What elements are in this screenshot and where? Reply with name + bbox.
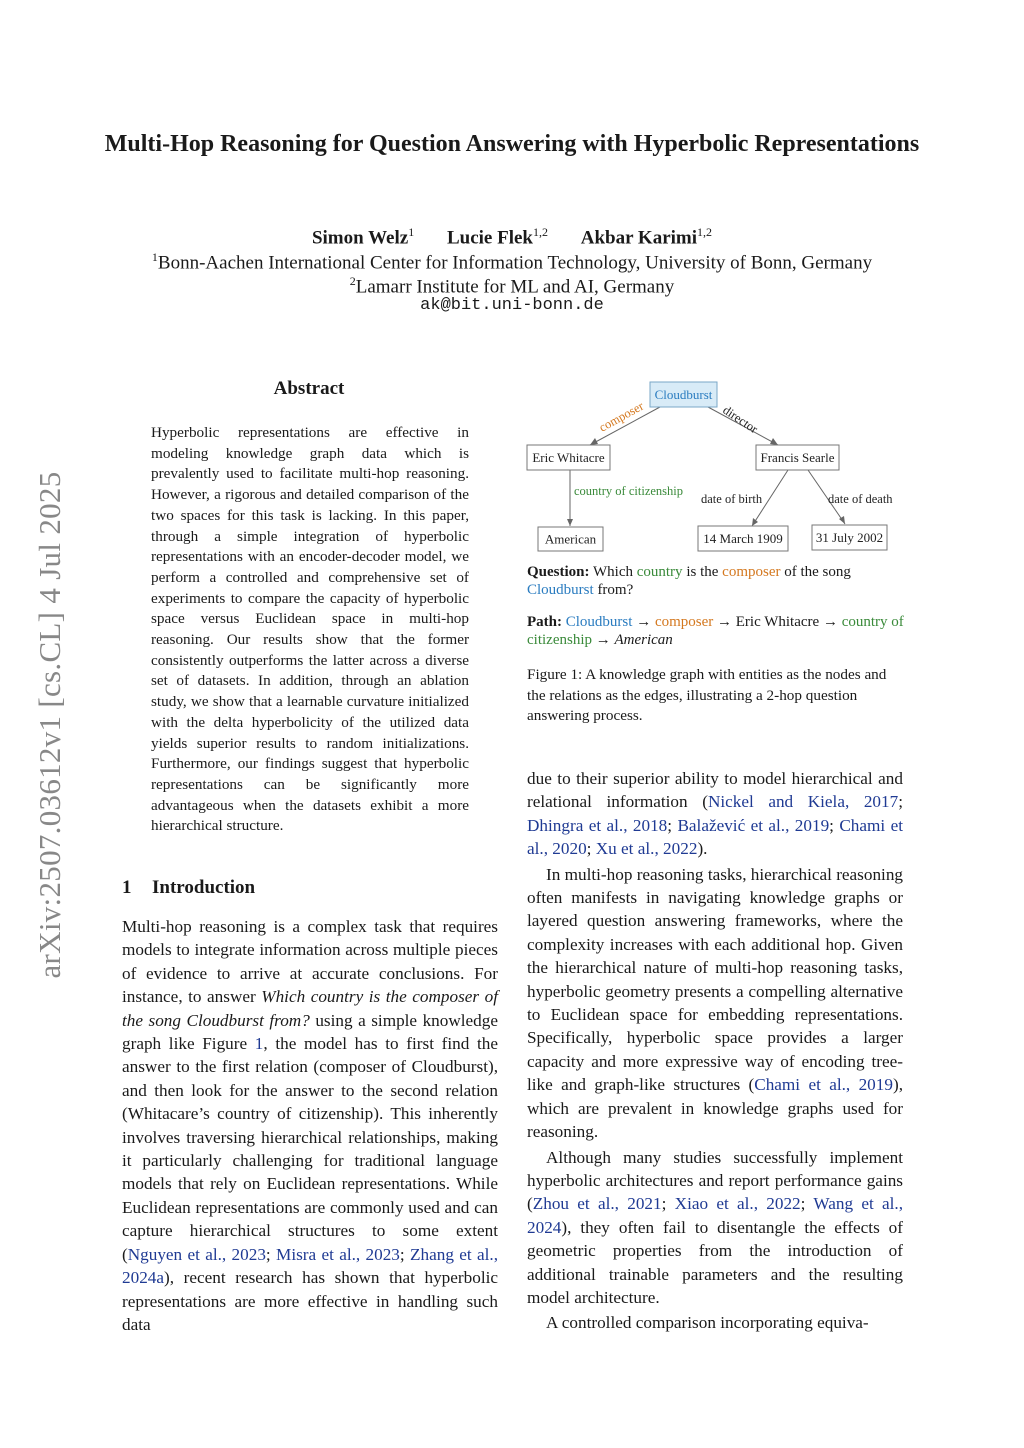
figure-path	[527, 614, 905, 649]
citation-link[interactable]: Balažević et al., 2019	[677, 815, 830, 835]
paragraph	[527, 767, 903, 861]
body-text: due to their superior ability to model hierarchical and relational information (	[527, 769, 903, 812]
citation-link[interactable]: Zhou et al., 2021	[532, 1194, 662, 1214]
edge-label-date-of-death: date of death	[828, 492, 893, 506]
separator: ;	[898, 792, 903, 812]
node-31-july-2002: 31 July 2002	[815, 530, 884, 545]
section-heading	[122, 877, 255, 899]
author-affiliation-mark: 1	[408, 225, 415, 239]
relation-composer: composer	[654, 614, 714, 630]
edge-label-composer: composer	[596, 398, 646, 435]
arrowhead	[752, 518, 758, 526]
edge-label-country-of-citizenship: country of citizenship	[574, 484, 683, 498]
relation-country-of-citizenship: country of citizenship	[527, 614, 904, 648]
knowledge-graph-figure	[520, 372, 910, 562]
body-text: using a simple knowledge graph like Figure	[122, 1010, 498, 1054]
question-label: Question:	[527, 564, 590, 580]
body-text: Multi-hop reasoning is a complex task that requires models to integrate information across multiple pieces of evidence to arrive at accurate conclusions. For instance, to answer	[122, 917, 498, 1007]
citation-link[interactable]: Xu et al., 2022	[595, 839, 698, 859]
author-name: Simon Welz	[311, 227, 409, 249]
affiliation-text: Lamarr Institute for ML and AI, Germany	[355, 276, 675, 298]
node-14-march-1909: 14 March 1909	[703, 531, 783, 546]
arxiv-identifier[interactable]	[30, 440, 70, 1010]
section-number: 1	[122, 877, 132, 898]
abstract-text: Hyperbolic representations are effective in modeling knowledge graph data which is prevalently used to facilitate multi-hop reasoning. However, a rigorous and detailed comparison of the two spaces for this task is lacking. In this paper, through a simple integration of hyperbolic representations with an encoder-decoder model, we perform a controlled and comprehensive set of experiments to compare the capacity of hyperbolic space versus Euclidean space in multi-hop reasoning. Our results show that the former consistently outperforms the latter across a diverse set of datasets. In addition, through an ablation study, we show that a learnable curvature initialized with the delta hyperbolicity of the utilized data yields superior results to random initializations. Furthermore, our findings suggest that hyperbolic representations can be significantly more advantageous when the datasets exhibit a more hierarchical structure.	[151, 424, 469, 835]
citation-link[interactable]: Zhang et al., 2024a	[122, 1244, 498, 1288]
body-text: ).	[697, 839, 708, 859]
relation-country: country	[636, 564, 683, 580]
separator: ;	[667, 815, 678, 835]
separator: ;	[265, 1244, 277, 1264]
text: from?	[593, 581, 634, 598]
answer-entity: American	[614, 631, 673, 648]
citation-link[interactable]: Nickel and Kiela, 2017	[707, 792, 899, 812]
entity-cloudburst: Cloudburst	[527, 581, 594, 598]
body-text: In multi-hop reasoning tasks, hierarchical reasoning often manifests in navigating knowledge graphs or layered question answering frameworks, where the complexity increases with each additional hop. Given the hierarchical nature of multi-hop reasoning tasks, hyperbolic geometry presents a compelling alternative to Euclidean space for embedding representations. Specifically, hyperbolic space provides a larger capacity and more expressive way of encoding tree-like and graph-like structures (	[527, 864, 904, 1095]
figure-caption: Figure 1: A knowledge graph with entities as the nodes and the relations as the edges, illustrating a 2-hop question answering process.	[527, 666, 887, 724]
arrow-text: →	[591, 631, 615, 648]
author-affiliation-mark: 1,2	[532, 225, 548, 239]
figure-question	[527, 564, 905, 599]
separator: ;	[800, 1194, 814, 1214]
path-label: Path:	[527, 614, 562, 630]
paragraph	[527, 863, 903, 1144]
citation-link[interactable]: Xiao et al., 2022	[674, 1194, 801, 1214]
node-francis-searle: Francis Searle	[760, 450, 835, 465]
body-text: ), they often fail to disentangle the effects of geometric properties from the introduction of additional trainable parameters and the resulting model architecture.	[527, 1217, 903, 1307]
body-text: A controlled comparison incorporating equiva-	[546, 1313, 869, 1333]
citation-link[interactable]: Wang et al., 2024	[527, 1194, 903, 1237]
affiliation-text: Bonn-Aachen International Center for Information Technology, University of Bonn, Germany	[157, 252, 873, 274]
separator: ;	[829, 815, 840, 835]
separator: ;	[661, 1194, 675, 1214]
edge-label-date-of-birth: date of birth	[701, 492, 763, 506]
text: Which	[589, 564, 637, 580]
affiliation-mark: 1	[151, 250, 158, 264]
citation-link[interactable]: Chami et al., 2019	[754, 1075, 893, 1095]
body-text: ), which are prevalent in knowledge graphs used for reasoning.	[527, 1075, 903, 1142]
abstract-heading: Abstract	[273, 378, 345, 399]
body-text: , the model has to first find the answer to the first relation (composer of Cloudburst), and then look for the answer to the second relation (Whitacare’s country of citizenship). This inherently involves traversing hierarchical relationships, making it particularly challenging for traditional language models that rely on Euclidean representations. While Euclidean representations are commonly used and can capture hierarchical structures to some extent (	[122, 1034, 498, 1264]
body-text: ), recent research has shown that hyperbolic representations are more effective in handling such data	[122, 1268, 498, 1334]
separator: ;	[586, 839, 596, 859]
text: → Eric Whitacre →	[713, 614, 842, 630]
citation-link[interactable]: Chami et al., 2020	[527, 815, 903, 859]
section-title: Introduction	[152, 877, 256, 898]
citation-link[interactable]: Misra et al., 2023	[276, 1244, 400, 1264]
edge-label-director: director	[720, 402, 761, 437]
arrow-text: →	[632, 614, 655, 630]
text: is the	[682, 564, 723, 580]
contact-email[interactable]: ak@bit.uni-bonn.de	[420, 296, 604, 315]
body-text: Although many studies successfully implement hyperbolic architectures and report performance gains (	[527, 1147, 903, 1214]
paper-title: Multi-Hop Reasoning for Question Answering with Hyperbolic Representations	[104, 131, 920, 157]
paragraph	[527, 1146, 903, 1310]
example-question: Which country is the composer of the song Cloudburst from?	[122, 987, 499, 1030]
intro-right-column	[527, 767, 903, 1335]
separator: ;	[399, 1244, 411, 1264]
arrowhead	[567, 519, 573, 526]
author-name: Lucie Flek	[446, 227, 533, 249]
author-name: Akbar Karimi	[580, 227, 698, 249]
author-affiliation-mark: 1,2	[697, 225, 713, 239]
relation-composer: composer	[722, 564, 781, 580]
node-american: American	[544, 531, 597, 547]
intro-left-column	[122, 915, 498, 1336]
arxiv-identifier-text: arXiv:2507.03612v1 [cs.CL] 4 Jul 2025	[32, 471, 67, 979]
citation-link[interactable]: Dhingra et al., 2018	[527, 815, 668, 835]
knowledge-graph-svg	[520, 372, 910, 562]
entity-cloudburst: Cloudburst	[565, 614, 633, 630]
affiliation-mark: 2	[349, 274, 356, 288]
figure-reference-link[interactable]: 1	[254, 1034, 264, 1054]
node-eric-whitacre: Eric Whitacre	[532, 450, 605, 465]
text: of the song	[780, 564, 851, 580]
citation-link[interactable]: Nguyen et al., 2023	[127, 1244, 266, 1264]
node-cloudburst: Cloudburst	[654, 387, 713, 402]
paragraph	[527, 1311, 903, 1334]
